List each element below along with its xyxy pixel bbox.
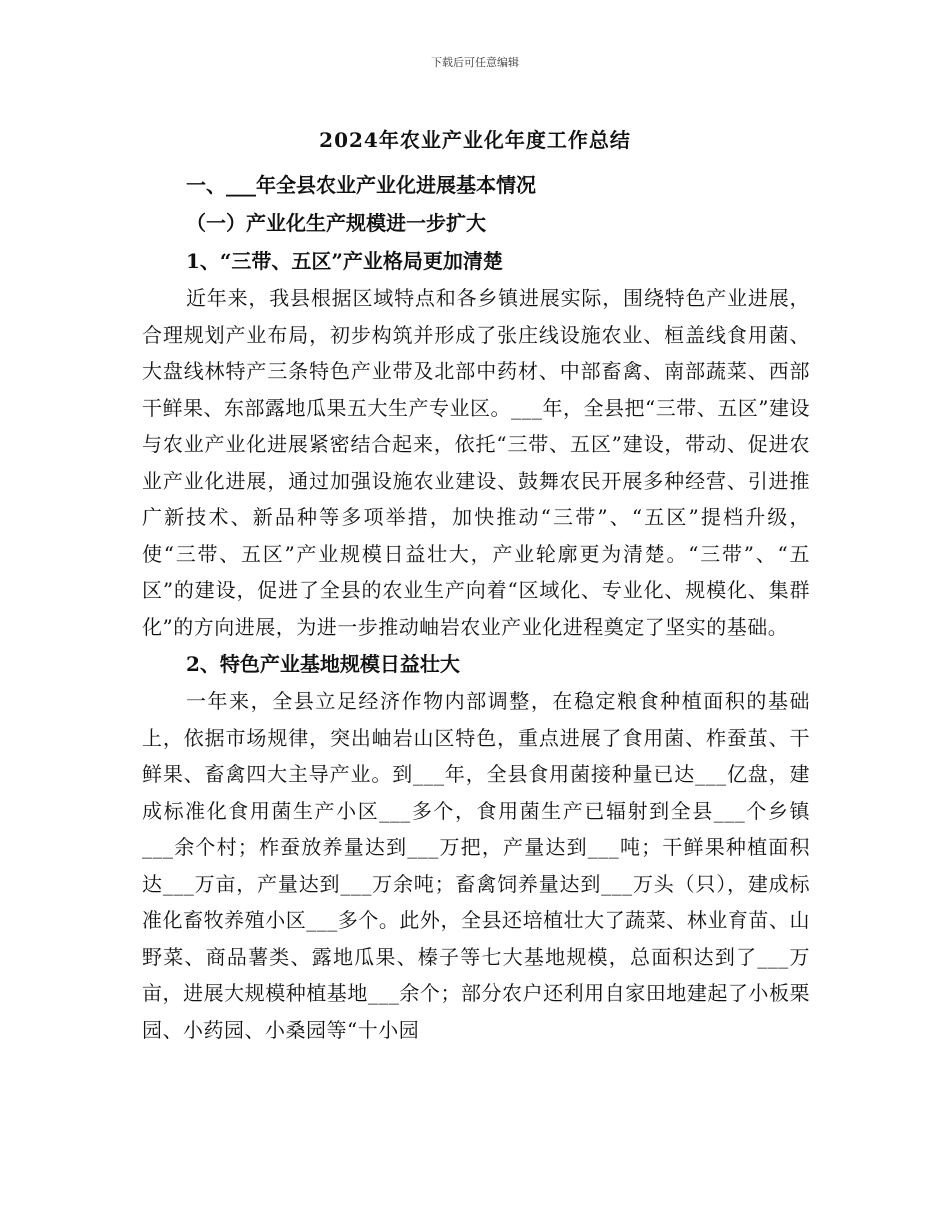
document-body: [142, 166, 810, 1048]
section-heading-1: 一、___年全县农业产业化进展基本情况: [186, 173, 536, 197]
paragraph-1: 近年来，我县根据区域特点和各乡镇进展实际，围绕特色产业进展，合理规划产业布局，初步构筑并形成了张庄线设施农业、桓盖线食用菌、大盘线林特产三条特色产业带及北部中药材、中部畜禽、南部蔬菜、西部干鲜果、东部露地瓜果五大生产专业区。___年，全县把“三带、五区”建设与农业产业化进展紧密结合起来，依托“三带、五区”建设，带动、促进农业产业化进展，通过加强设施农业建设、鼓舞农民开展多种经营、引进推广新技术、新品种等多项举措，加快推动“三带”、“五区”提档升级，使“三带、五区”产业规模日益壮大，产业轮廓更为清楚。“三带”、“五区”的建设，促进了全县的农业生产向着“区域化、专业化、规模化、集群化”的方向进展，为进一步推动岫岩农业产业化进程奠定了坚实的基础。: [142, 286, 810, 639]
item-heading-2: 2、特色产业基地规模日益壮大: [186, 652, 460, 676]
document-title: 2024年农业产业化年度工作总结: [319, 128, 631, 152]
paragraph-2: 一年来，全县立足经济作物内部调整，在稳定粮食种植面积的基础上，依据市场规律，突出岫岩山区特色，重点进展了食用菌、柞蚕茧、干鲜果、畜禽四大主导产业。到___年，全县食用菌接种量已达___亿盘，建成标准化食用菌生产小区___多个，食用菌生产已辐射到全县___个乡镇___余个村；柞蚕放养量达到___万把，产量达到___吨；干鲜果种植面积达___万亩，产量达到___万余吨；畜禽饲养量达到___万头（只），建成标准化畜牧养殖小区___多个。此外，全县还培植壮大了蔬菜、林业育苗、山野菜、商品薯类、露地瓜果、榛子等七大基地规模，总面积达到了___万亩，进展大规模种植基地___余个；部分农户还利用自家田地建起了小板栗园、小药园、小桑园等“十小园: [142, 689, 810, 1042]
subsection-heading-1: （一）产业化生产规模进一步扩大: [186, 211, 486, 235]
header-note: 下载后可任意编辑: [431, 56, 519, 69]
item-heading-1: 1、“三带、五区”产业格局更加清楚: [186, 249, 503, 273]
